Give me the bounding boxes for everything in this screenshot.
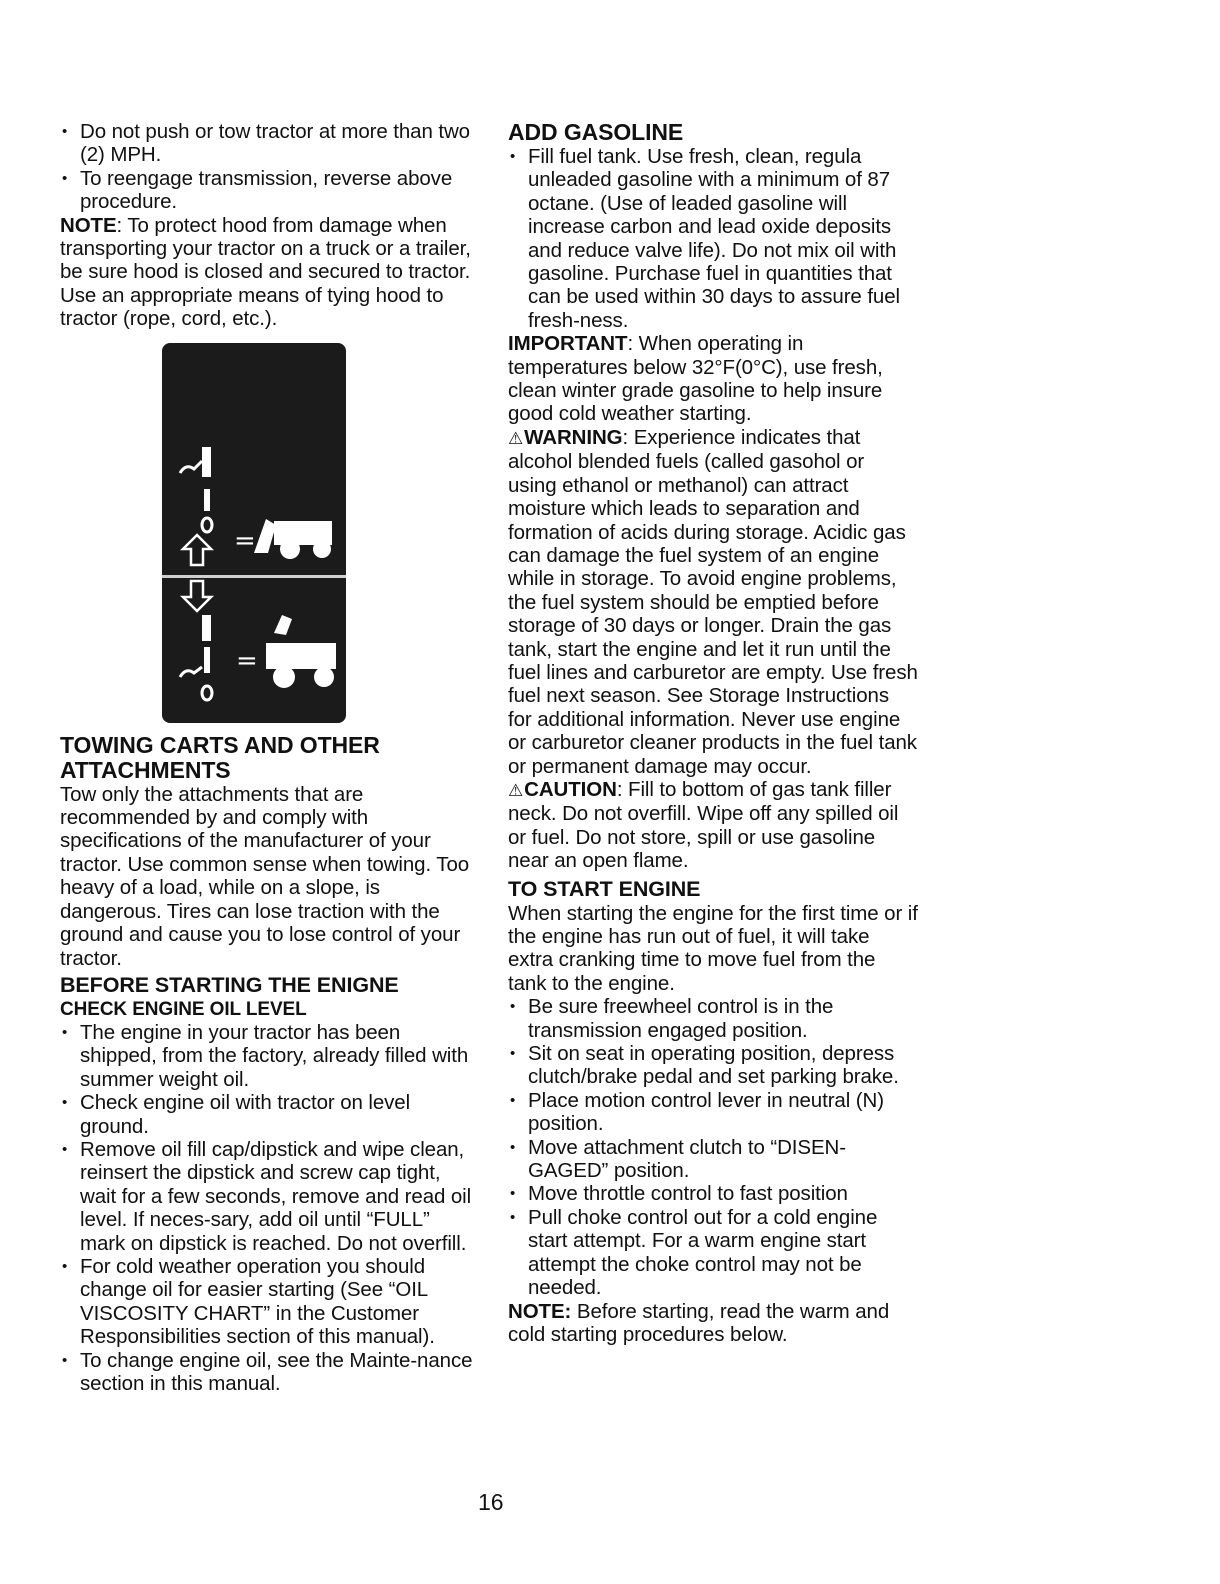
- important-paragraph: [508, 332, 918, 426]
- tractor-top-icon: [254, 519, 332, 559]
- add-gasoline-heading: ADD GASOLINE: [508, 119, 684, 145]
- towing-text: Tow only the attachments that are recommended by and comply with specifications of the manufacturer of your tractor. Use common sense when towing. Too heavy of a load, while on a slope, is dangerous. Tires can lose traction with the ground and cause you to lose control of your tractor.: [60, 782, 470, 970]
- caution-text: : Fill to bottom of gas tank filler neck. Do not overfill. Wipe off any spilled oil or fuel. Do not store, spill or use gasoline near an open flame.: [508, 777, 899, 873]
- right-column: [508, 120, 918, 1346]
- list-item: • Check engine oil with tractor on level ground.: [60, 1091, 475, 1138]
- note-label: NOTE: [60, 213, 117, 237]
- list-item: • Fill fuel tank. Use fresh, clean, regula unleaded gasoline with a minimum of 87 octane. (Use of leaded gasoline will increase carbon and lead oxide deposits and reduce valve life). Do not mix oil with gasoline. Purchase fuel in quantities that can be used within 30 days to assure fuel fresh-ness.: [508, 145, 918, 332]
- list-item: • Move throttle control to fast position: [508, 1182, 918, 1205]
- before-starting-heading: BEFORE STARTING THE ENIGNE: [60, 972, 399, 997]
- gasoline-bullets: [508, 145, 918, 332]
- warning-text: : Experience indicates that alcohol blended fuels (called gasohol or using ethanol or methanol) can attract moisture which leads to separation and formation of acids during storage. Acidic gas can damage the fuel system of an engine while in storage. To avoid engine problems, the fuel system should be emptied before storage of 30 days or longer. Drain the gas tank, start the engine and let it run until the fuel lines and carburetor are empty. Use fresh fuel next season. See Storage Instructions for additional information. Never use engine or carburetor cleaner products in the fuel tank or permanent damage may occur.: [508, 425, 918, 778]
- list-item: • Move attachment clutch to “DISEN-GAGED” position.: [508, 1136, 918, 1183]
- list-item: • For cold weather operation you should change oil for easier starting (See “OIL VISCOSITY CHART” in the Customer Responsibilities section of this manual).: [60, 1255, 475, 1349]
- list-item: • Remove oil fill cap/dipstick and wipe clean, reinsert the dipstick and screw cap tight, wait for a few seconds, remove and read oil level. If neces-sary, add oil until “FULL” mark on dipstick is reached. Do not overfill.: [60, 1138, 475, 1255]
- start-engine-heading: TO START ENGINE: [508, 876, 701, 901]
- equals-top: =: [234, 525, 256, 556]
- list-item: • Sit on seat in operating position, depress clutch/brake pedal and set parking brake.: [508, 1042, 918, 1089]
- list-item: • Place motion control lever in neutral (N) position.: [508, 1089, 918, 1136]
- warning-paragraph: [508, 426, 918, 778]
- warning-label: WARNING: [524, 425, 623, 449]
- freewheel-control-illustration: [162, 343, 346, 723]
- transport-bullets: [60, 120, 475, 214]
- start-note-label: NOTE:: [508, 1299, 572, 1323]
- caution-label: CAUTION: [524, 777, 617, 801]
- freewheel-diagram-svg: [162, 343, 346, 723]
- warning-triangle-icon: ⚠: [508, 428, 524, 448]
- important-text: : When operating in temperatures below 32°F(0°C), use fresh, clean winter grade gasoline to help insure good cold weather starting.: [508, 332, 883, 426]
- towing-heading: TOWING CARTS AND OTHER ATTACHMENTS: [60, 731, 380, 783]
- start-engine-text: When starting the engine for the first time or if the engine has run out of fuel, it will take extra cranking time to move fuel from the tank to the engine.: [508, 901, 918, 995]
- list-item: • Pull choke control out for a cold engine start attempt. For a warm engine start attempt the choke control may not be needed.: [508, 1206, 918, 1300]
- list-item: • Do not push or tow tractor at more than two (2) MPH.: [60, 120, 475, 167]
- list-item: • To change engine oil, see the Mainte-nance section in this manual.: [60, 1349, 475, 1396]
- oil-bullets: [60, 1021, 475, 1396]
- list-item: • The engine in your tractor has been shipped, from the factory, already filled with summer weight oil.: [60, 1021, 475, 1091]
- list-item: • To reengage transmission, reverse above procedure.: [60, 167, 475, 214]
- hood-note: [60, 214, 475, 331]
- start-note: [508, 1300, 918, 1347]
- important-label: IMPORTANT: [508, 332, 628, 356]
- caution-paragraph: [508, 778, 918, 873]
- check-oil-subheading: CHECK ENGINE OIL LEVEL: [60, 998, 307, 1020]
- start-note-text: Before starting, read the warm and cold starting procedures below.: [508, 1299, 890, 1346]
- left-column: [60, 120, 475, 1395]
- page-number: 16: [478, 1489, 504, 1515]
- caution-triangle-icon: ⚠: [508, 780, 524, 800]
- note-text: : To protect hood from damage when transporting your tractor on a truck or a trailer, be sure hood is closed and secured to tractor. Use an appropriate means of tying hood to tractor (rope, cord, etc.).: [60, 213, 471, 331]
- list-item: • Be sure freewheel control is in the transmission engaged position.: [508, 995, 918, 1042]
- equals-bottom: =: [236, 645, 258, 676]
- start-bullets: [508, 995, 918, 1299]
